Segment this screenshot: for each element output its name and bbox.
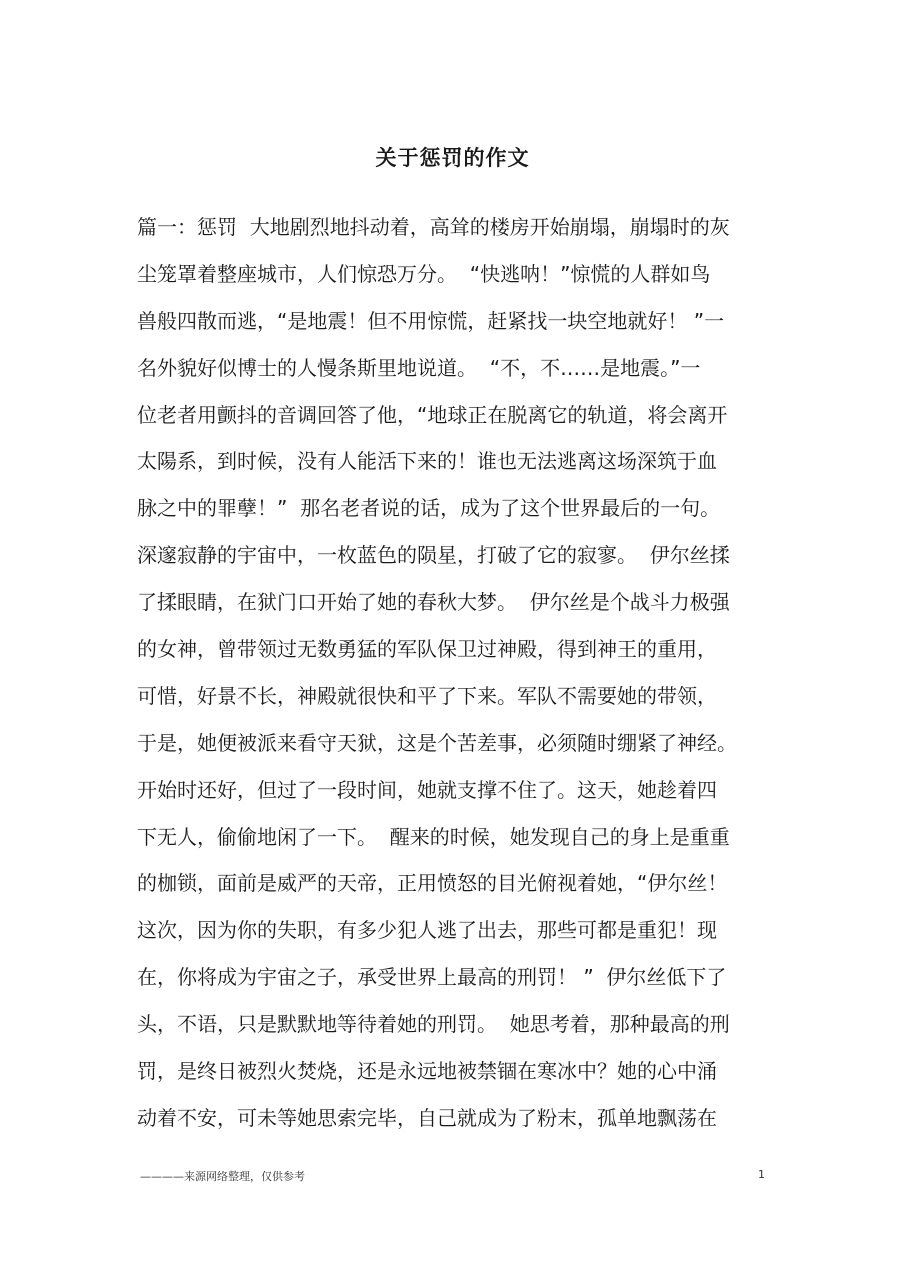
essay-body xyxy=(137,204,777,1142)
essay-line: 下无人，偷偷地闲了一下。 醒来的时候，她发现自己的身上是重重 xyxy=(137,824,730,849)
essay-line: 太陽系，到时候，没有人能活下来的！谁也无法逃离这场深筑于血 xyxy=(137,449,717,474)
essay-line: 位老者用颤抖的音调回答了他，“地球正在脱离它的轨道，将会离开 xyxy=(137,402,728,427)
essay-line: 的枷锁，面前是威严的天帝，正用愤怒的目光俯视着她，“伊尔丝！ xyxy=(137,871,728,896)
essay-line: 罚，是终日被烈火焚烧，还是永远地被禁锢在寒冰中？她的心中涌 xyxy=(137,1059,717,1084)
essay-line: 这次，因为你的失职，有多少犯人逃了出去，那些可都是重犯！现 xyxy=(137,918,717,943)
essay-line: 深邃寂静的宇宙中，一枚蓝色的陨星，打破了它的寂寥。 伊尔丝揉 xyxy=(137,543,730,568)
essay-line: 篇一：惩罚 大地剧烈地抖动着，高耸的楼房开始崩塌，崩塌时的灰 xyxy=(137,215,730,239)
essay-line: 兽般四散而逃，“是地震！但不用惊慌，赶紧找一块空地就好！ ”一 xyxy=(137,308,725,333)
essay-line: 于是，她便被派来看守天狱，这是个苦差事，必须随时绷紧了神经。 xyxy=(137,730,737,755)
essay-line: 开始时还好，但过了一段时间，她就支撑不住了。这天，她趁着四 xyxy=(137,777,717,802)
essay-line: 脉之中的罪孽！” 那名老者说的话，成为了这个世界最后的一句。 xyxy=(137,496,721,521)
footer-source-note: ————来源网络整理，仅供参考 xyxy=(140,1170,305,1183)
essay-line: 了揉眼睛，在狱门口开始了她的春秋大梦。 伊尔丝是个战斗力极强 xyxy=(137,590,730,615)
essay-line: 动着不安，可未等她思索完毕，自己就成为了粉末，孤单地飘荡在 xyxy=(137,1105,717,1130)
essay-line: 可惜，好景不长，神殿就很快和平了下来。军队不需要她的带领， xyxy=(137,683,717,708)
document-title: 关于惩罚的作文 xyxy=(375,146,530,170)
essay-line: 尘笼罩着整座城市，人们惊恐万分。 “快逃呐！”惊慌的人群如鸟 xyxy=(137,261,711,286)
essay-line: 的女神，曾带领过无数勇猛的军队保卫过神殿，得到神王的重用， xyxy=(137,637,717,662)
page-number: 1 xyxy=(758,1168,765,1181)
essay-line: 名外貌好似博士的人慢条斯里地说道。 “不，不……是地震。”一 xyxy=(137,355,701,380)
essay-line: 头，不语，只是默默地等待着她的刑罚。 她思考着，那种最高的刑 xyxy=(137,1012,730,1037)
essay-line: 在，你将成为宇宙之子，承受世界上最高的刑罚！ ” 伊尔丝低下了 xyxy=(137,965,727,990)
